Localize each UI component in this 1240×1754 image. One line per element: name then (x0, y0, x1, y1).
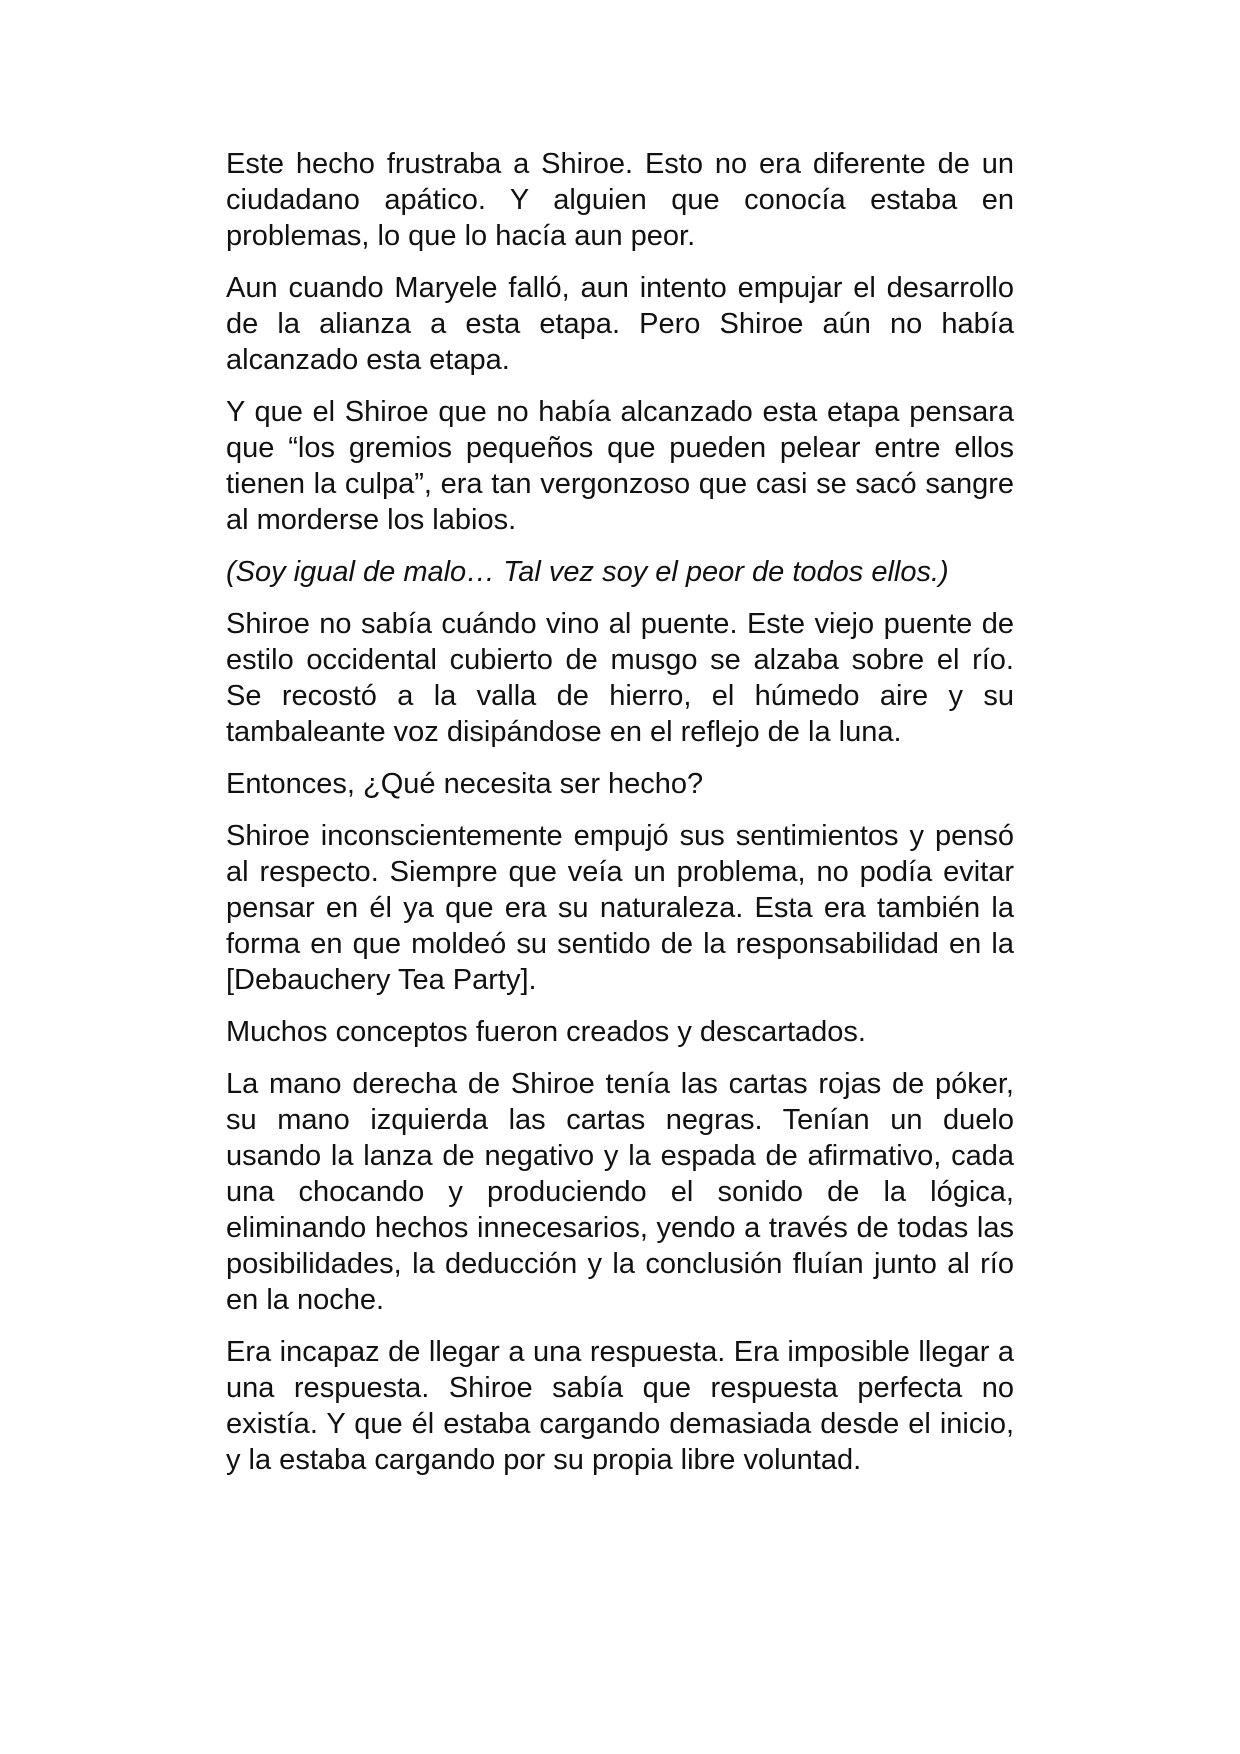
paragraph-3: Y que el Shiroe que no había alcanzado esta etapa pensara que “los gremios pequeños que pueden pelear entre ellos tienen la culpa”, era tan vergonzoso que casi se sacó sangre al morderse los labios. (226, 396, 1014, 536)
paragraph-10: Era incapaz de llegar a una respuesta. Era imposible llegar a una respuesta. Shiroe sabía que respuesta perfecta no existía. Y que él estaba cargando demasiada desde el inicio, y la estaba cargando por su propia libre voluntad. (226, 1336, 1014, 1476)
paragraph-5: Shiroe no sabía cuándo vino al puente. Este viejo puente de estilo occidental cubierto de musgo se alzaba sobre el río. Se recostó a la valla de hierro, el húmedo aire y su tambaleante voz disipándose en el reflejo de la luna. (226, 608, 1014, 748)
paragraph-4-inner-thought: (Soy igual de malo… Tal vez soy el peor de todos ellos.) (226, 556, 949, 588)
paragraph-6: Entonces, ¿Qué necesita ser hecho? (226, 768, 704, 800)
paragraph-8: Muchos conceptos fueron creados y descartados. (226, 1016, 866, 1048)
document-page (226, 146, 1014, 1494)
paragraph-1: Este hecho frustraba a Shiroe. Esto no era diferente de un ciudadano apático. Y alguien que conocía estaba en problemas, lo que lo hacía aun peor. (226, 148, 1014, 252)
paragraph-9: La mano derecha de Shiroe tenía las cartas rojas de póker, su mano izquierda las cartas negras. Tenían un duelo usando la lanza de negativo y la espada de afirmativo, cada una chocando y produciendo el sonido de la lógica, eliminando hechos innecesarios, yendo a través de todas las posibilidades, la deducción y la conclusión fluían junto al río en la noche. (226, 1068, 1014, 1316)
paragraph-2: Aun cuando Maryele falló, aun intento empujar el desarrollo de la alianza a esta etapa. Pero Shiroe aún no había alcanzado esta etapa. (226, 272, 1014, 376)
paragraph-7: Shiroe inconscientemente empujó sus sentimientos y pensó al respecto. Siempre que veía un problema, no podía evitar pensar en él ya que era su naturaleza. Esta era también la forma en que moldeó su sentido de la responsabilidad en la [Debauchery Tea Party]. (226, 820, 1014, 996)
